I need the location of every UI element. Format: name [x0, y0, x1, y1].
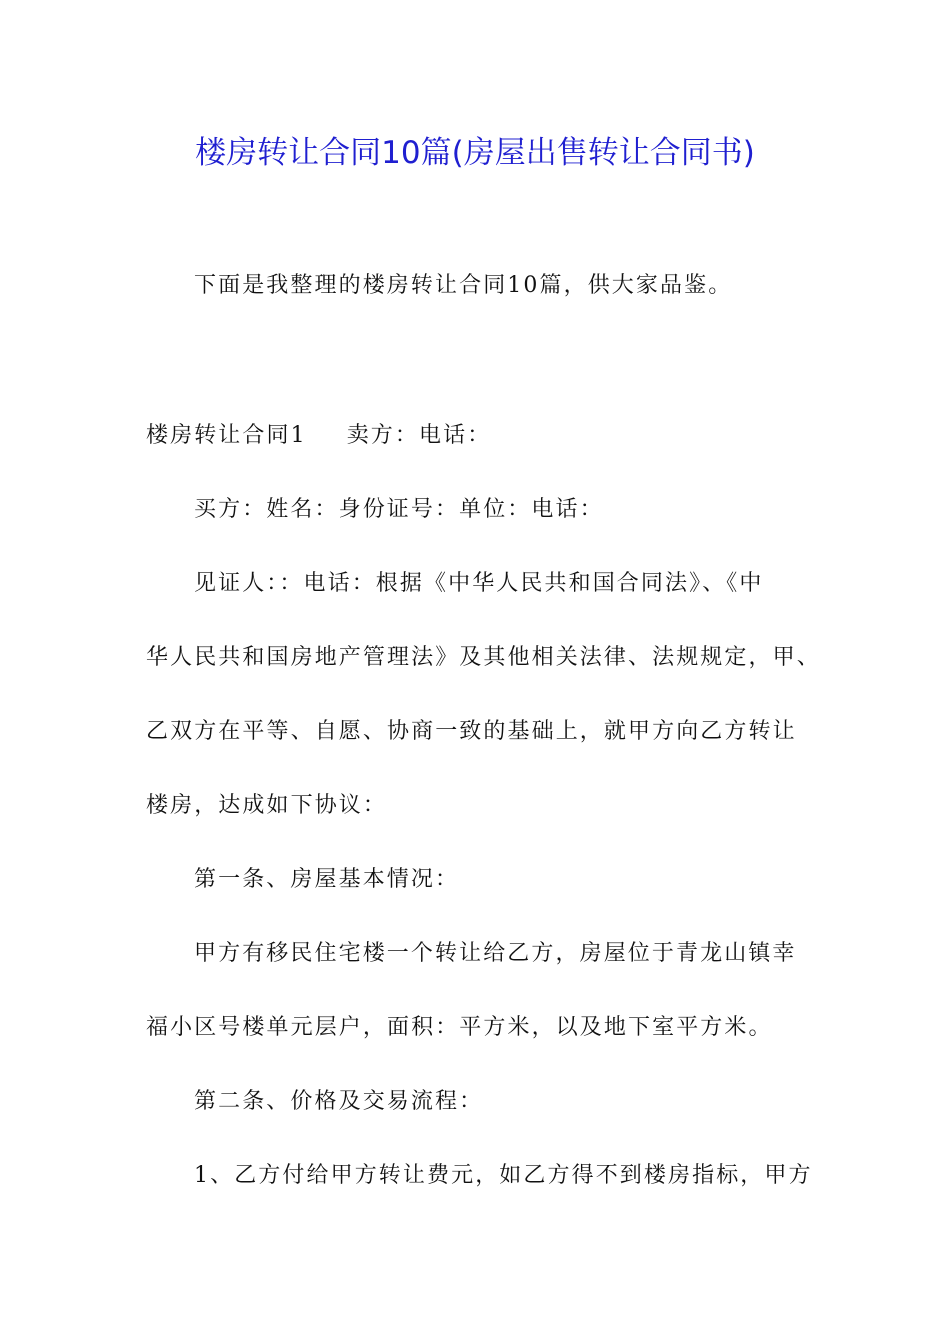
- intro-paragraph: 下面是我整理的楼房转让合同10篇，供大家品鉴。: [194, 273, 733, 298]
- law-basis-line: 楼房，达成如下协议：: [146, 793, 388, 818]
- payment-clause-line: 1、乙方付给甲方转让费元，如乙方得不到楼房指标，甲方: [194, 1163, 813, 1188]
- contract-heading: 楼房转让合同1: [146, 423, 307, 448]
- document-title: 楼房转让合同10篇(房屋出售转让合同书): [195, 135, 755, 171]
- seller-line: 卖方：电话：: [346, 423, 492, 448]
- buyer-line: 买方：姓名：身份证号：单位：电话：: [194, 497, 604, 522]
- contract-heading-line: [146, 418, 491, 454]
- law-basis-line: 乙双方在平等、自愿、协商一致的基础上，就甲方向乙方转让: [146, 719, 797, 744]
- house-info-line: 福小区号楼单元层户，面积：平方米，以及地下室平方米。: [146, 1015, 773, 1040]
- law-basis-line: 华人民共和国房地产管理法》及其他相关法律、法规规定，甲、: [146, 645, 821, 670]
- house-info-line: 甲方有移民住宅楼一个转让给乙方，房屋位于青龙山镇幸: [194, 941, 797, 966]
- article-1-heading: 第一条、房屋基本情况：: [194, 867, 460, 892]
- witness-line: 见证人：：电话：根据《中华人民共和国合同法》、《中: [194, 571, 764, 596]
- article-2-heading: 第二条、价格及交易流程：: [194, 1089, 484, 1114]
